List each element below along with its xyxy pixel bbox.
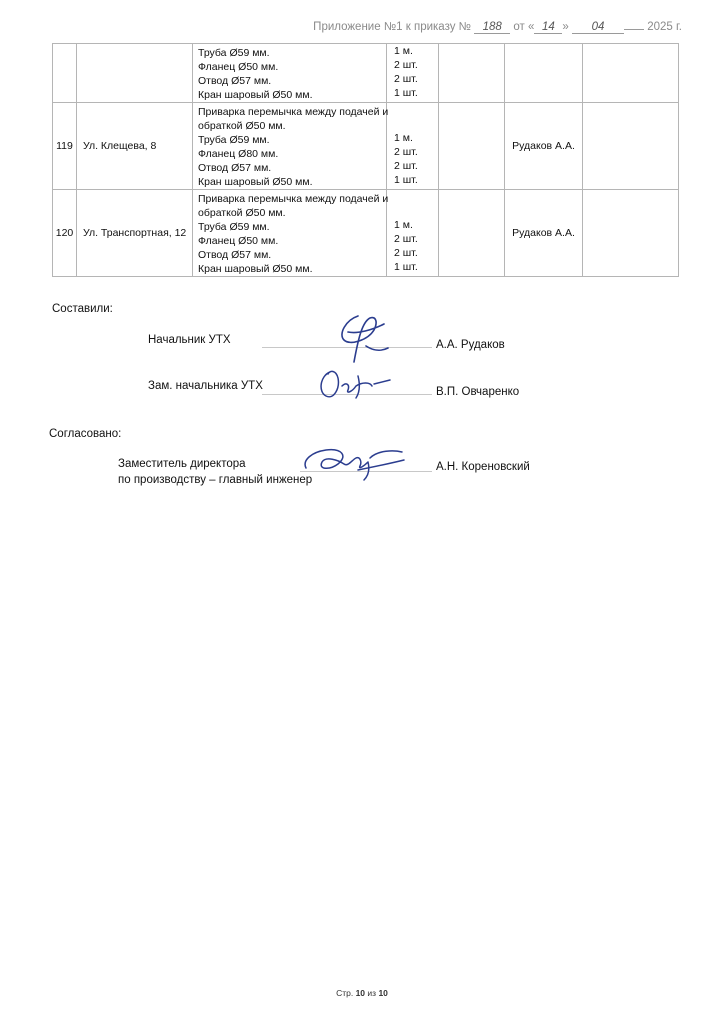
work-item: Кран шаровый Ø50 мм. [198,176,313,188]
page-of: из [367,988,377,998]
compiled-heading: Составили: [52,303,113,315]
quantity: 1 шт. [394,87,418,99]
quantity: 1 м. [394,219,413,231]
signer-name-2: В.П. Овчаренко [436,386,520,398]
signature-korenovsky [298,440,408,484]
page-number: 10 [355,988,366,998]
quantity: 2 шт. [394,233,418,245]
quantity: 1 м. [394,45,413,57]
row-work-items [193,190,387,277]
row-quantities [387,103,439,190]
quantity: 1 шт. [394,261,418,273]
header-fill-line [624,29,644,30]
order-day: 14 [534,21,562,34]
row-number [53,44,77,103]
works-table-body [53,44,679,277]
table-row [53,44,679,103]
work-item: обраткой Ø50 мм. [198,207,286,219]
works-table [52,43,679,277]
table-row [53,190,679,277]
work-item: Труба Ø59 мм. [198,47,270,59]
order-reference-header [313,21,682,34]
work-item: Труба Ø59 мм. [198,134,270,146]
order-month: 04 [572,21,624,34]
quantity: 2 шт. [394,146,418,158]
work-item: Отвод Ø57 мм. [198,249,272,261]
quantity: 1 шт. [394,174,418,186]
work-item: Труба Ø59 мм. [198,221,270,233]
page-total: 10 [378,988,388,998]
row-address [77,44,193,103]
row-quantities [387,190,439,277]
quantity: 2 шт. [394,160,418,172]
work-item: Отвод Ø57 мм. [198,162,272,174]
signer-position-1: Начальник УТХ [148,334,231,346]
work-item: обраткой Ø50 мм. [198,120,286,132]
signature-ovcharenko [316,362,400,404]
approver-name: А.Н. Кореновский [436,461,530,473]
work-item: Фланец Ø50 мм. [198,61,279,73]
page-footer [0,988,724,998]
quantity: 2 шт. [394,73,418,85]
work-item: Приварка перемычка между подачей и [198,106,389,118]
row-quantities [387,44,439,103]
approver-position-line1: Заместитель директора [118,458,246,470]
work-item: Отвод Ø57 мм. [198,75,272,87]
row-address: Ул. Транспортная, 12 [77,190,193,277]
row-empty-cell [439,103,505,190]
header-prefix: Приложение №1 к приказу № [313,21,471,33]
row-notes-cell [583,44,679,103]
row-notes-cell [583,103,679,190]
work-item: Приварка перемычка между подачей и [198,193,389,205]
signer-name-1: А.А. Рудаков [436,339,505,351]
row-address: Ул. Клещева, 8 [77,103,193,190]
table-row [53,103,679,190]
work-item: Фланец Ø80 мм. [198,148,279,160]
header-from: от « [513,21,535,33]
work-item: Кран шаровый Ø50 мм. [198,89,313,101]
approver-position-line2: по производству – главный инженер [118,474,313,486]
row-responsible: Рудаков А.А. [505,190,583,277]
header-close-quote: » [562,21,569,33]
row-number: 120 [53,190,77,277]
order-number: 188 [474,21,510,34]
row-empty-cell [439,44,505,103]
quantity: 2 шт. [394,247,418,259]
row-responsible: Рудаков А.А. [505,103,583,190]
order-year: 2025 г. [647,21,682,33]
row-empty-cell [439,190,505,277]
row-number: 119 [53,103,77,190]
quantity: 1 м. [394,132,413,144]
work-item: Кран шаровый Ø50 мм. [198,263,313,275]
signature-rudakov [318,310,408,366]
work-item: Фланец Ø50 мм. [198,235,279,247]
approved-heading: Согласовано: [49,428,122,440]
quantity: 2 шт. [394,59,418,71]
row-responsible [505,44,583,103]
page-prefix: Стр. [336,988,354,998]
row-notes-cell [583,190,679,277]
row-work-items [193,103,387,190]
signer-position-2: Зам. начальника УТХ [148,380,263,392]
row-work-items [193,44,387,103]
